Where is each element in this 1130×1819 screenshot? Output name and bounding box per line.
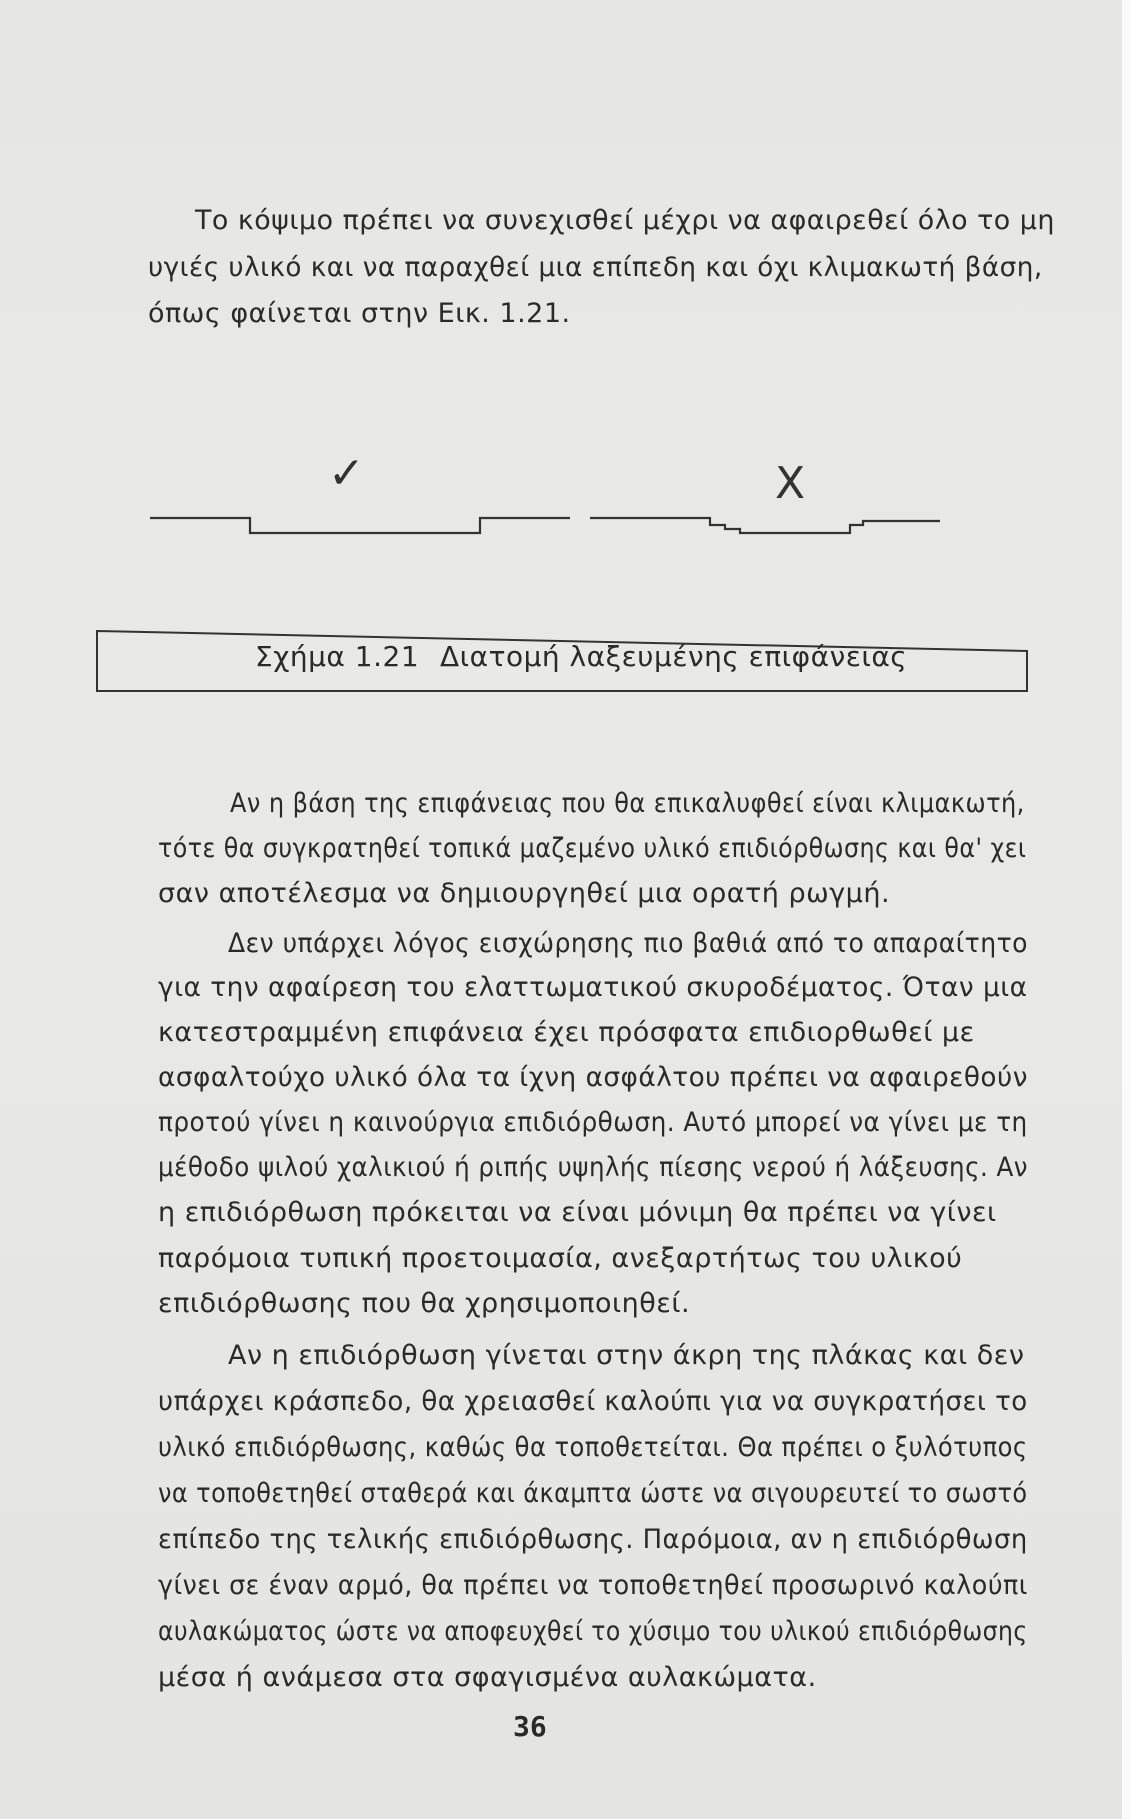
body-line-2: τότε θα συγκρατηθεί τοπικά μαζεμένο υλικό επιδιόρθωσης και θα' χει	[158, 833, 1027, 864]
body-line-8: προτού γίνει η καινούργια επιδιόρθωση. Αυτό μπορεί να γίνει με τη	[158, 1107, 1028, 1138]
page-edge	[1122, 0, 1130, 1819]
body-line-1: Αν η βάση της επιφάνειας που θα επικαλυφθεί είναι κλιμακωτή,	[230, 788, 1025, 819]
body-line-6: κατεστραμμένη επιφάνεια έχει πρόσφατα επιδιορθωθεί με	[158, 1017, 975, 1048]
body-line-17: επίπεδο της τελικής επιδιόρθωσης. Παρόμοια, αν η επιδιόρθωση	[158, 1524, 1028, 1555]
figure-number: Σχήμα 1.21	[255, 640, 420, 673]
body-line-16: να τοποθετηθεί σταθερά και άκαμπτα ώστε να σιγουρευτεί το σωστό	[158, 1478, 1028, 1509]
body-line-10: η επιδιόρθωση πρόκειται να είναι μόνιμη θα πρέπει να γίνει	[158, 1197, 997, 1228]
body-line-15: υλικό επιδιόρθωσης, καθώς θα τοποθετείται. Θα πρέπει ο ξυλότυπος	[158, 1432, 1028, 1463]
body-line-20: μέσα ή ανάμεσα στα σφαγισμένα αυλακώματα.	[158, 1662, 817, 1693]
body-line-5: για την αφαίρεση του ελαττωματικού σκυροδέματος. Όταν μια	[158, 972, 1028, 1003]
body-line-11: παρόμοια τυπική προετοιμασία, ανεξαρτήτως του υλικού	[158, 1243, 963, 1274]
body-line-19: αυλακώματος ώστε να αποφευχθεί το χύσιμο του υλικού επιδιόρθωσης	[158, 1616, 1028, 1647]
cross-icon: X	[775, 458, 806, 509]
body-line-7: ασφαλτούχο υλικό όλα τα ίχνη ασφάλτου πρέπει να αφαιρεθούν	[158, 1062, 1028, 1093]
body-line-13: Αν η επιδιόρθωση γίνεται στην άκρη της πλάκας και δεν	[228, 1340, 1025, 1371]
check-icon: ✓	[328, 448, 365, 499]
intro-line-3: όπως φαίνεται στην Εικ. 1.21.	[148, 298, 571, 329]
body-line-14: υπάρχει κράσπεδο, θα χρειασθεί καλούπι για να συγκρατήσει το	[158, 1386, 1028, 1417]
body-line-3: σαν αποτέλεσμα να δημιουργηθεί μια ορατή ρωγμή.	[158, 878, 891, 909]
intro-line-1: Το κόψιμο πρέπει να συνεχισθεί μέχρι να αφαιρεθεί όλο το μη	[195, 205, 1055, 236]
page-number: 36	[513, 1710, 547, 1743]
wrong-profile	[590, 518, 940, 533]
figure-caption: Διατομή λαξευμένης επιφάνειας	[440, 640, 908, 673]
correct-profile	[150, 518, 570, 533]
intro-line-2: υγιές υλικό και να παραχθεί μια επίπεδη και όχι κλιμακωτή βάση,	[148, 252, 1043, 283]
surface-profile-figure	[150, 455, 970, 565]
body-line-18: γίνει σε έναν αρμό, θα πρέπει να τοποθετηθεί προσωρινό καλούπι	[158, 1570, 1028, 1601]
body-line-4: Δεν υπάρχει λόγος εισχώρησης πιο βαθιά από το απαραίτητο	[228, 928, 1028, 959]
body-line-12: επιδιόρθωσης που θα χρησιμοποιηθεί.	[158, 1288, 691, 1319]
body-line-9: μέθοδο ψιλού χαλικιού ή ριπής υψηλής πίεσης νερού ή λάξευσης. Αν	[158, 1152, 1028, 1183]
